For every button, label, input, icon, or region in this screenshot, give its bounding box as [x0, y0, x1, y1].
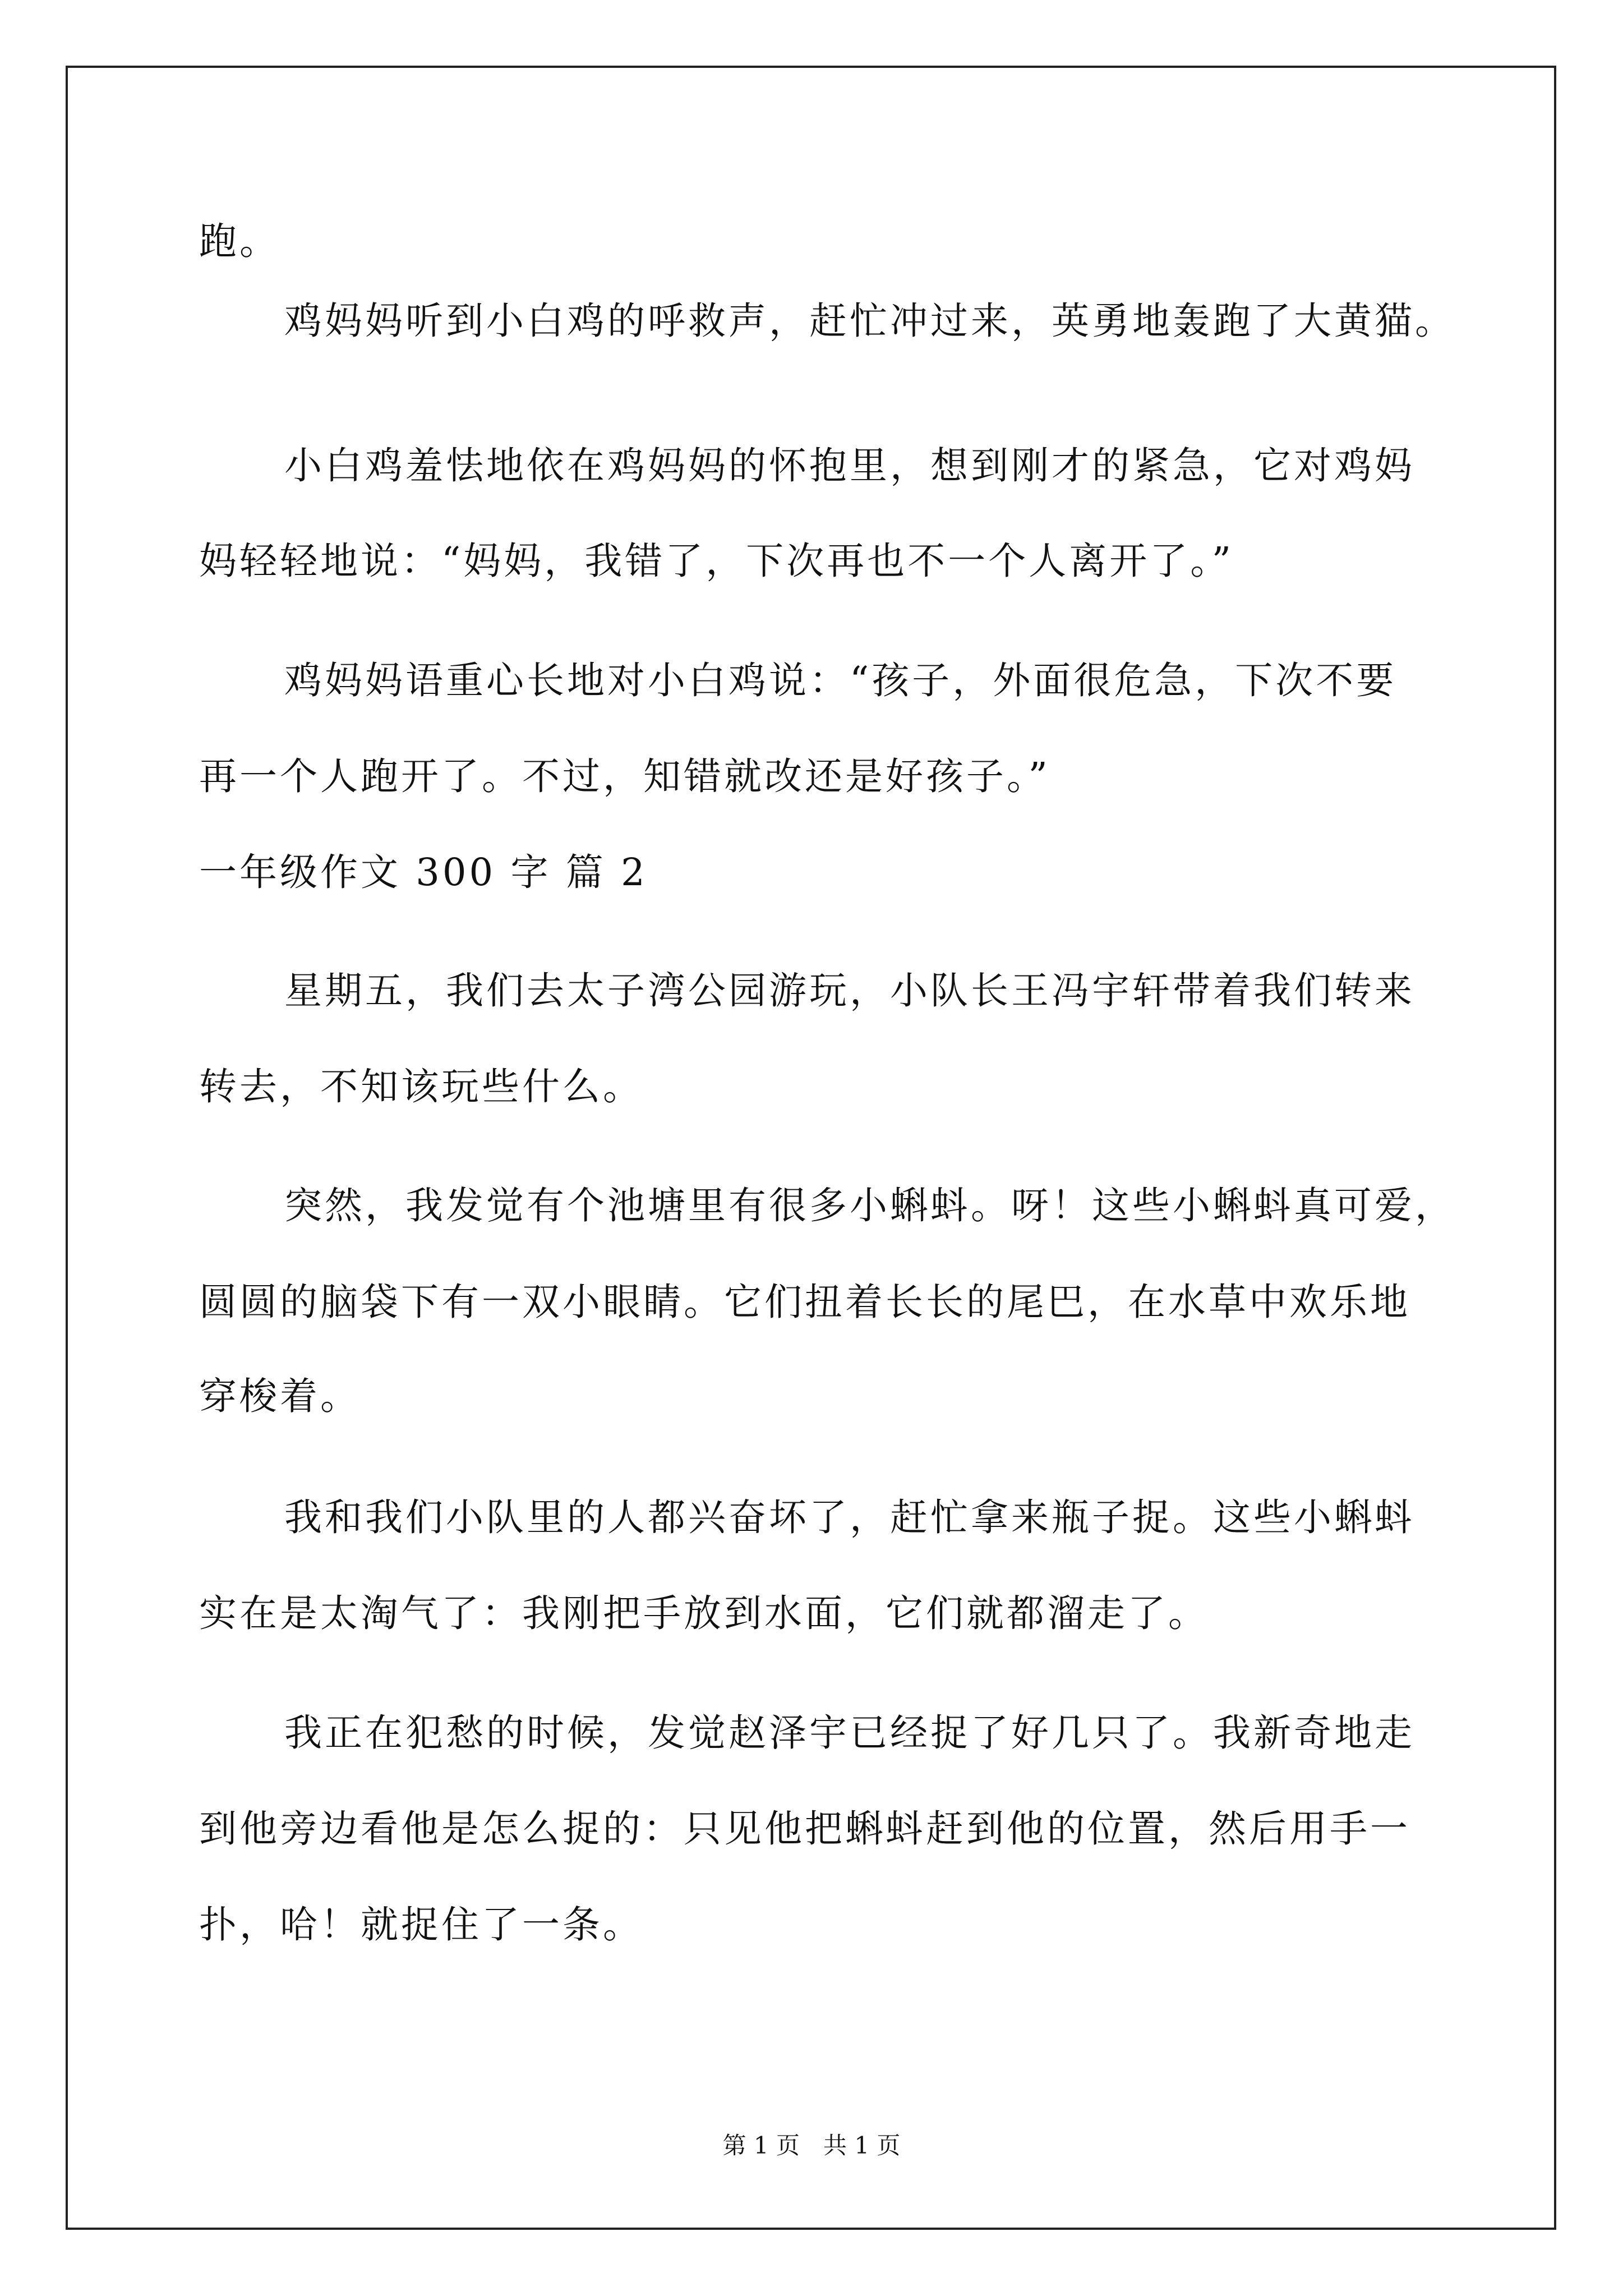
paragraph-line: 突然，我发觉有个池塘里有很多小蝌蚪。呀！这些小蝌蚪真可爱， — [284, 1184, 1455, 1227]
paragraph-line: 鸡妈妈语重心长地对小白鸡说：“孩子，外面很危急，下次不要 — [284, 659, 1397, 702]
paragraph-line: 实在是太淘气了：我刚把手放到水面，它们就都溜走了。 — [199, 1591, 1209, 1635]
page-footer: 第 1 页 共 1 页 — [722, 2132, 901, 2159]
paragraph-line: 我正在犯愁的时候，发觉赵泽宇已经捉了好几只了。我新奇地走 — [284, 1711, 1415, 1755]
paragraph-line: 我和我们小队里的人都兴奋坏了，赶忙拿来瓶子捉。这些小蝌蚪 — [284, 1496, 1415, 1539]
paragraph-line: 再一个人跑开了。不过，知错就改还是好孩子。” — [199, 754, 1050, 798]
paragraph-line: 到他旁边看他是怎么捉的：只见他把蝌蚪赶到他的位置，然后用手一 — [199, 1807, 1410, 1851]
paragraph-line: 星期五，我们去太子湾公园游玩，小队长王冯宇轩带着我们转来 — [284, 969, 1415, 1013]
paragraph-line: 鸡妈妈听到小白鸡的呼救声，赶忙冲过来，英勇地轰跑了大黄猫。 — [284, 299, 1455, 343]
paragraph-line: 圆圆的脑袋下有一双小眼睛。它们扭着长长的尾巴，在水草中欢乐地 — [199, 1280, 1410, 1324]
paragraph-line: 跑。 — [199, 219, 280, 263]
paragraph-line: 小白鸡羞怯地依在鸡妈妈的怀抱里，想到刚才的紧急，它对鸡妈 — [284, 444, 1415, 487]
paragraph-line: 扑，哈！就捉住了一条。 — [199, 1903, 643, 1947]
paragraph-line: 转去，不知该玩些什么。 — [199, 1065, 643, 1108]
section-heading: 一年级作文 300 字 篇 2 — [199, 850, 648, 894]
paragraph-line: 妈轻轻地说：“妈妈，我错了，下次再也不一个人离开了。” — [199, 539, 1234, 583]
paragraph-line: 穿梭着。 — [199, 1374, 361, 1418]
